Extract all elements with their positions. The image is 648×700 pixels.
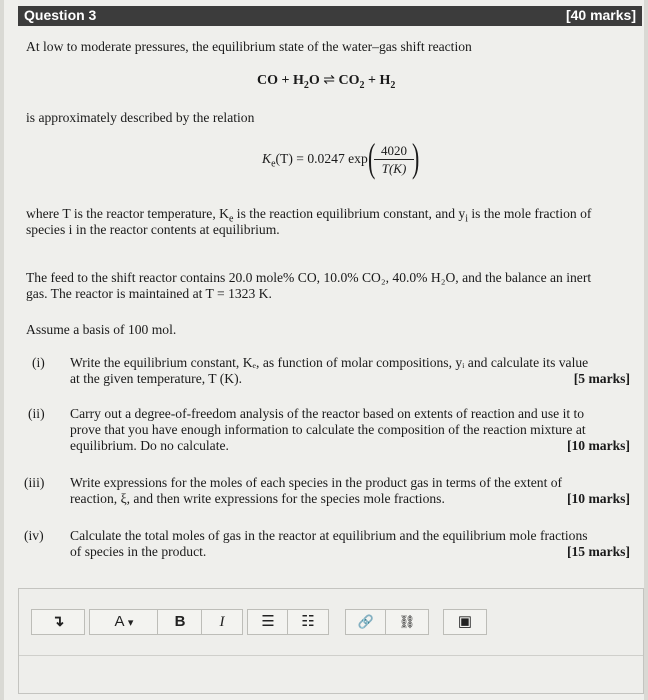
part-ii-line-2: prove that you have enough information to calculate the composition of the reaction mixture at [70, 422, 586, 437]
where-line-1: where T is the reactor temperature, $K_e$ is the reaction equilibrium constant, and $y_i$ is the mole fraction of [26, 206, 592, 225]
bullet-list-icon: ☰ [261, 613, 275, 630]
part-iv-line-2: of species in the product. [70, 544, 207, 559]
unlink-icon: ⛓ [398, 614, 416, 629]
basis-text: Assume a basis of 100 mol. [26, 322, 177, 337]
where-line-2: species i in the reactor contents at equilibrium. [26, 222, 280, 237]
image-button[interactable] [443, 609, 487, 635]
link-button[interactable] [345, 609, 387, 635]
question-title: Question 3 [24, 7, 97, 23]
part-i-line-2: at the given temperature, T (K). [70, 371, 242, 386]
paren-left: ( [367, 135, 376, 180]
format-dropdown-button[interactable] [31, 609, 85, 635]
part-ii-line-1: Carry out a degree-of-freedom analysis of the reactor based on extents of reaction and use it to [70, 406, 585, 421]
part-iv-label: (iv) [24, 528, 44, 543]
numbered-list-button[interactable] [287, 609, 329, 635]
relation-lhs: $K_e(T) = 0.0247$ exp [262, 151, 368, 170]
part-iv-marks: [15 marks] [566, 544, 630, 559]
part-i-label: (i) [32, 355, 45, 370]
part-iii-line-1: Write expressions for the moles of each species in the product gas in terms of the extent of [70, 475, 563, 490]
italic-button[interactable]: I [201, 609, 243, 635]
part-iii-marks: [10 marks] [566, 491, 630, 506]
format-icon: ↴ [51, 613, 65, 630]
question-header [18, 6, 642, 26]
answer-text-area[interactable] [19, 656, 643, 693]
unlink-button[interactable] [385, 609, 429, 635]
part-iv-line-1: Calculate the total moles of gas in the reactor at equilibrium and the equilibrium mole fractions [70, 528, 588, 543]
font-color-button[interactable] [89, 609, 159, 635]
editor-toolbar [19, 589, 643, 655]
numbered-list-icon: ☷ [301, 613, 315, 630]
bold-button[interactable]: B [157, 609, 203, 635]
bullet-list-button[interactable] [247, 609, 289, 635]
part-iii-label: (iii) [24, 475, 45, 490]
chevron-down-icon: ▾ [127, 617, 134, 629]
question-page [4, 0, 644, 700]
paren-right: ) [411, 135, 420, 180]
part-ii-label: (ii) [28, 406, 45, 421]
feed-line-1: The feed to the shift reactor contains 20.0 mole% CO, 10.0% CO₂, 40.0% H₂O, and the balance an inert [26, 270, 592, 285]
part-iii-line-2: reaction, ξ, and then write expressions for the species mole fractions. [70, 491, 445, 506]
described-text: is approximately described by the relation [26, 110, 255, 125]
relation-fraction: $\frac{4020}{T(K)}$ [374, 142, 414, 177]
intro-text: At low to moderate pressures, the equilibrium state of the water–gas shift reaction [26, 39, 472, 54]
answer-editor [18, 588, 644, 694]
image-icon: ▣ [457, 613, 473, 630]
question-marks: [40 marks] [565, 7, 636, 23]
part-i-marks: [5 marks] [573, 371, 630, 386]
feed-line-2: gas. The reactor is maintained at T = 1323 K. [26, 286, 272, 301]
reaction-equation: CO + $H_2O$ ⇌ $CO_2 + H_2$ [257, 73, 396, 91]
font-color-label: A [114, 613, 124, 630]
part-ii-line-3: equilibrium. Do no calculate. [70, 438, 229, 453]
link-icon: 🔗 [357, 614, 375, 629]
part-ii-marks: [10 marks] [566, 438, 630, 453]
part-i-line-1: Write the equilibrium constant, Kₑ, as function of molar compositions, yᵢ and calculate its value [70, 355, 589, 370]
